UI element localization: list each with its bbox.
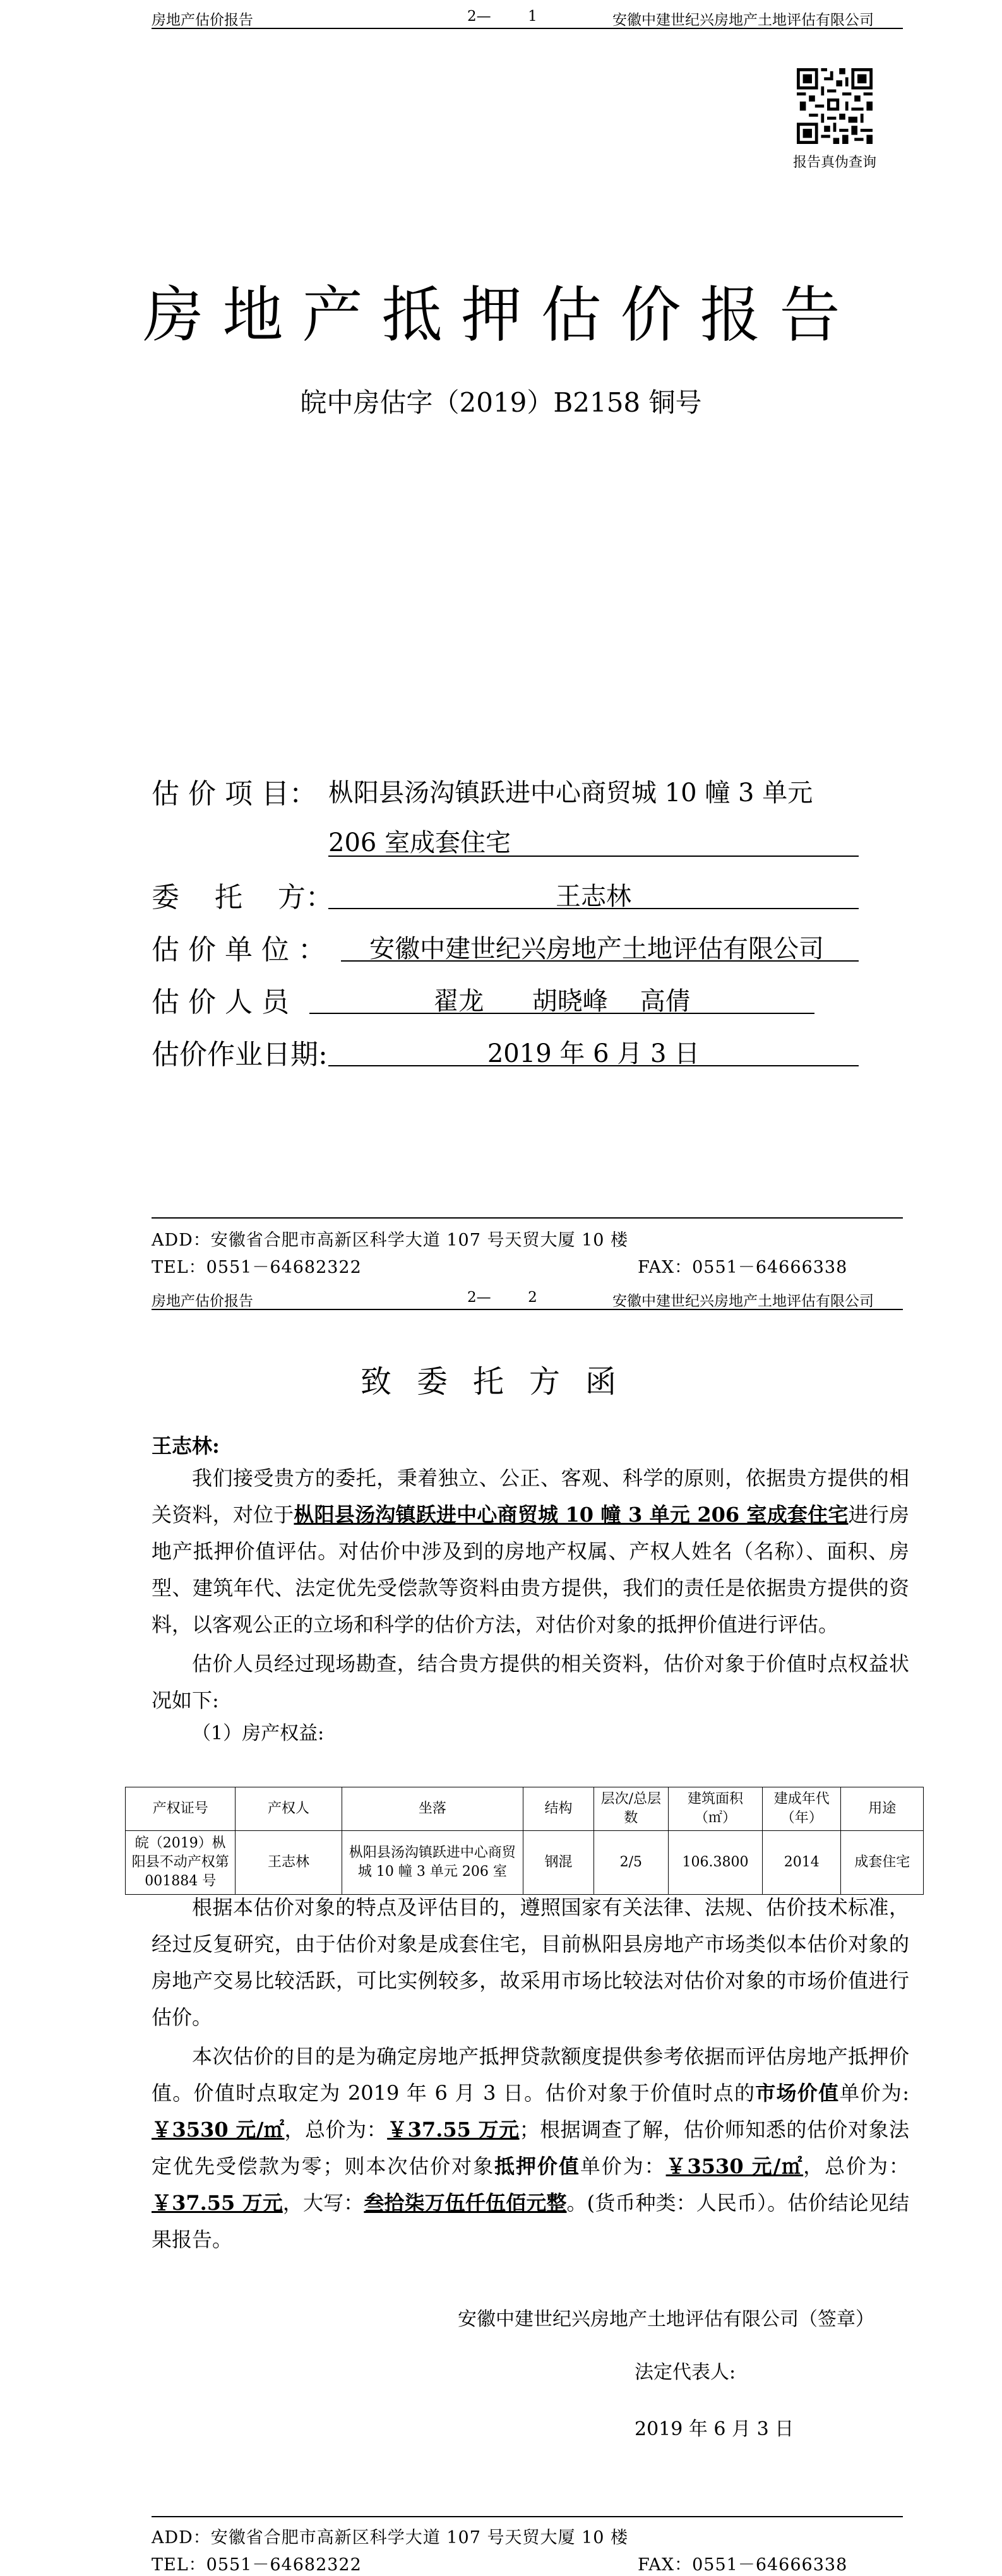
page2-header-right: 安徽中建世纪兴房地产土地评估有限公司 <box>612 1293 874 1309</box>
page2-footer-tel: TEL：0551－64682322 <box>152 2555 362 2575</box>
table-cell-owner: 王志林 <box>236 1831 342 1895</box>
letter-paragraph-3: 根据本估价对象的特点及评估目的，遵照国家有关法律、法规、估价技术标准，经过反复研究，由于估价对象是成套住宅，目前枞阳县房地产市场类似本估价对象的房地产交易比较活跃，可比实例较多，故采用市场比较法对估价对象的市场价值进行估价。 <box>152 1895 909 2029</box>
table-header-area: 建筑面积（㎡） <box>668 1787 762 1831</box>
date-underline <box>328 1065 859 1066</box>
project-underline <box>328 856 859 857</box>
client-value: 王志林 <box>556 882 631 911</box>
page1-header-page-number: 2— 1 <box>467 8 537 25</box>
table-cell-location: 枞阳县汤沟镇跃进中心商贸城 10 幢 3 单元 206 室 <box>342 1831 523 1895</box>
letter-title: 致委托方函 <box>360 1364 641 1400</box>
property-rights-table <box>125 1787 924 1895</box>
property-address-highlight: 枞阳县汤沟镇跃进中心商贸城 10 幢 3 单元 206 室成套住宅 <box>294 1503 849 1527</box>
table-cell-area: 106.3800 <box>668 1831 762 1895</box>
page2-header-left: 房地产估价报告 <box>152 1293 253 1309</box>
unit-value: 安徽中建世纪兴房地产土地评估有限公司 <box>369 934 824 963</box>
page2-footer-address: ADD：安徽省合肥市高新区科学大道 107 号天贸大厦 10 楼 <box>152 2528 629 2548</box>
table-cell-year: 2014 <box>763 1831 841 1895</box>
page2-footer-fax: FAX：0551－64666338 <box>638 2555 848 2575</box>
market-total-price: ￥37.55 万元 <box>387 2118 520 2142</box>
table-cell-cert: 皖（2019）枞阳县不动产权第 001884 号 <box>126 1831 236 1895</box>
property-rights-subhead: （1）房产权益: <box>192 1722 325 1744</box>
table-header-usage: 用途 <box>841 1787 924 1831</box>
market-value-term: 市场价值 <box>755 2081 840 2105</box>
table-header-structure: 结构 <box>523 1787 594 1831</box>
table-header-floor: 层次/总层数 <box>593 1787 668 1831</box>
table-header-cert: 产权证号 <box>126 1787 236 1831</box>
qr-caption: 报告真伪查询 <box>792 155 876 170</box>
page2-header-rule <box>152 1309 903 1310</box>
page1-footer-tel: TEL：0551－64682322 <box>152 1258 362 1277</box>
sign-date: 2019 年 6 月 3 日 <box>635 2418 794 2440</box>
mortgage-total-in-words: 叁拾柒万伍仟伍佰元整 <box>364 2191 567 2215</box>
market-unit-price: ￥3530 元/㎡ <box>152 2118 285 2142</box>
letter-salutation: 王志林: <box>152 1434 220 1458</box>
project-value-line1: 枞阳县汤沟镇跃进中心商贸城 10 幢 3 单元 <box>328 778 813 808</box>
signer-company: 安徽中建世纪兴房地产土地评估有限公司（签章） <box>458 2308 874 2330</box>
appraiser-value: 翟龙 胡晓峰 高倩 <box>433 987 691 1016</box>
date-label: 估价作业日期: <box>152 1039 328 1071</box>
page1-header-rule <box>152 28 903 29</box>
mortgage-unit-price: ￥3530 元/㎡ <box>665 2154 804 2178</box>
report-title: 房地产抵押估价报告 <box>143 280 859 350</box>
client-underline <box>328 908 859 909</box>
client-label: 委 托 方： <box>152 881 333 914</box>
page1-footer-rule <box>152 1217 903 1219</box>
legal-representative-label: 法定代表人: <box>635 2361 736 2383</box>
unit-underline <box>341 960 859 962</box>
table-cell-floor: 2/5 <box>593 1831 668 1895</box>
page1-header-left: 房地产估价报告 <box>152 12 253 28</box>
appraiser-underline <box>309 1013 814 1014</box>
page1-footer-address: ADD：安徽省合肥市高新区科学大道 107 号天贸大厦 10 楼 <box>152 1231 629 1250</box>
date-value: 2019 年 6 月 3 日 <box>487 1039 700 1068</box>
appraiser-label: 估 价 人 员 <box>152 986 289 1018</box>
table-header-owner: 产权人 <box>236 1787 342 1831</box>
report-doc-number: 皖中房估字（2019）B2158 铜号 <box>300 387 702 418</box>
table-header-row <box>126 1787 924 1831</box>
table-row <box>126 1831 924 1895</box>
project-label: 估 价 项 目： <box>152 778 317 810</box>
table-cell-structure: 钢混 <box>523 1831 594 1895</box>
mortgage-total-price: ￥37.55 万元 <box>152 2191 283 2215</box>
page1-header-right: 安徽中建世纪兴房地产土地评估有限公司 <box>612 12 874 28</box>
project-value-line2: 206 室成套住宅 <box>328 828 511 857</box>
letter-paragraph-1: 我们接受贵方的委托，秉着独立、公正、客观、科学的原则，依据贵方提供的相关资料，对位于枞阳县汤沟镇跃进中心商贸城 10 幢 3 单元 206 室成套住宅进行房地产抵押价值评估。对估价中涉及到的房地产权属、产权人姓名（名称）、面积、房型、建筑年代、法定优先受偿款等资料由贵方提供，我们的责任是依据贵方提供的资料，以客观公正的立场和科学的估价方法，对估价对象的抵押价值进行评估。 <box>152 1466 909 1637</box>
letter-paragraph-4: 本次估价的目的是为确定房地产抵押贷款额度提供参考依据而评估房地产抵押价值。价值时点取定为 2019 年 6 月 3 日。估价对象于价值时点的市场价值单价为:￥3530 元/㎡，总价为：￥37.55 万元；根据调查了解，估价师知悉的估价对象法定优先受偿款为零；则本次估价对象抵押价值单价为：￥3530 元/㎡，总价为：￥37.55 万元，大写：叁拾柒万伍仟伍佰元整。(货币种类：人民币）。估价结论见结果报告。 <box>152 2044 909 2251</box>
unit-label: 估 价 单 位 ： <box>152 934 326 966</box>
page2-footer-rule <box>152 2516 903 2517</box>
mortgage-value-term: 抵押价值 <box>494 2154 580 2178</box>
table-header-location: 坐落 <box>342 1787 523 1831</box>
qr-code-icon <box>797 68 873 144</box>
page2-header-page-number: 2— 2 <box>467 1289 537 1306</box>
letter-paragraph-2: 估价人员经过现场勘查，结合贵方提供的相关资料，估价对象于价值时点权益状况如下: <box>152 1652 909 1712</box>
table-header-year: 建成年代（年） <box>763 1787 841 1831</box>
page1-footer-fax: FAX：0551－64666338 <box>638 1258 848 1277</box>
table-cell-usage: 成套住宅 <box>841 1831 924 1895</box>
